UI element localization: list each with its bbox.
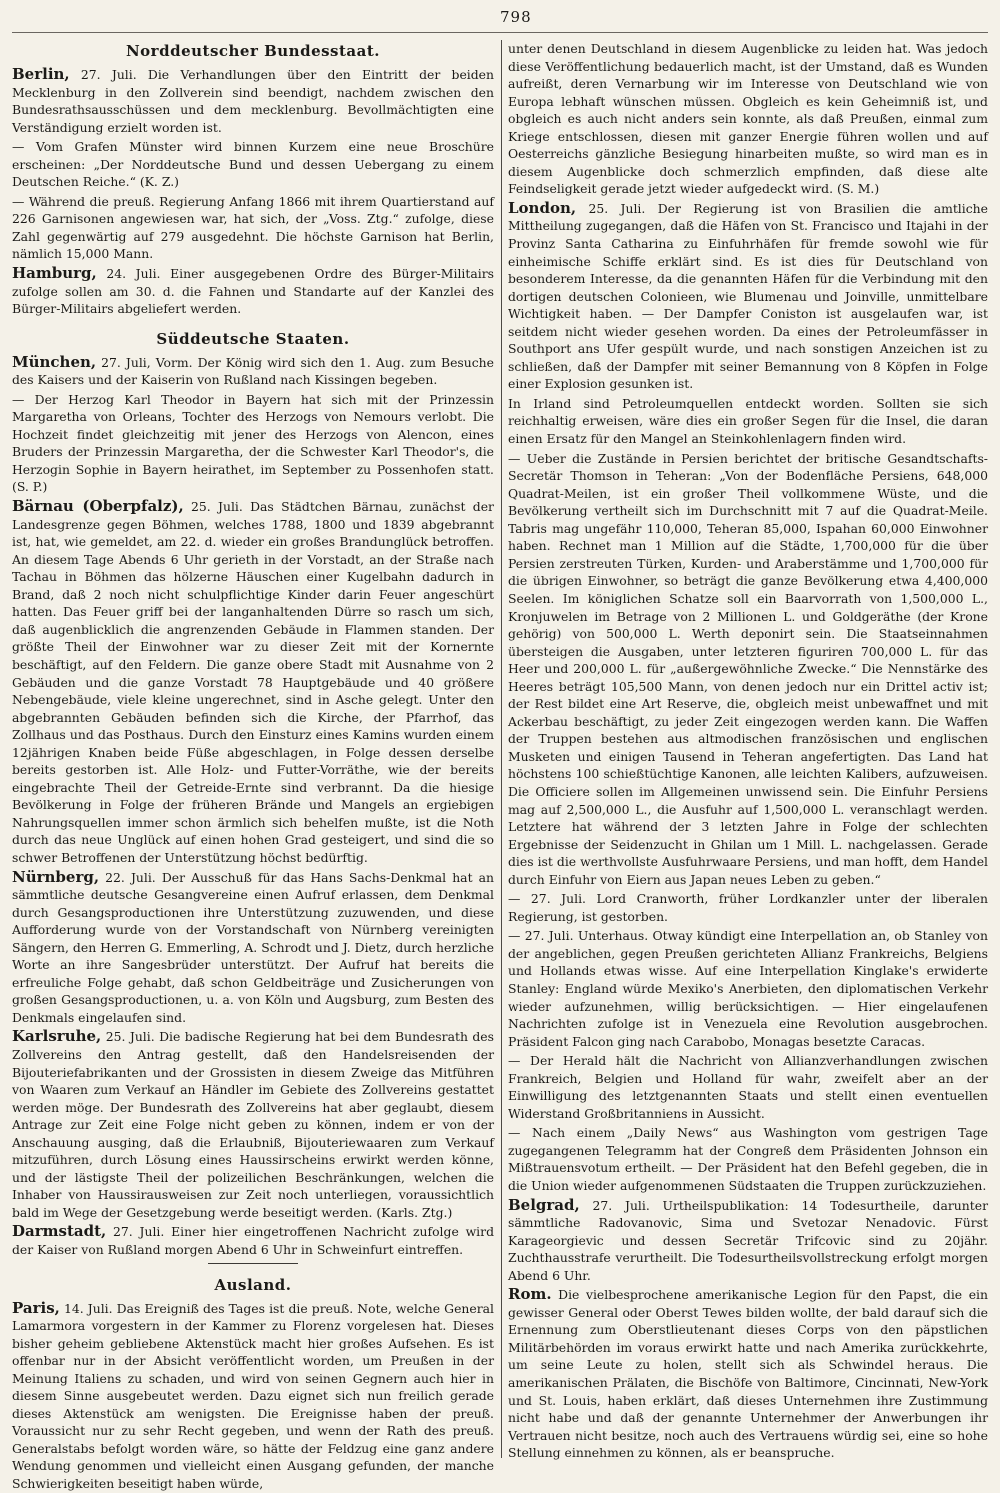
article-paragraph [508, 450, 988, 889]
article-paragraph [508, 1197, 988, 1285]
article-dateline: London, [508, 198, 577, 217]
article-dateline: Darmstadt, [12, 1222, 107, 1241]
article-paragraph [508, 1124, 988, 1194]
columns [12, 40, 988, 1492]
article-paragraph [508, 890, 988, 925]
article-paragraph [12, 498, 494, 866]
article-paragraph [12, 66, 494, 136]
page-number: 798 [500, 8, 532, 26]
article-text: — 27. Juli. Unterhaus. Otway kündigt eine Interpellation an, ob Stanley von der angeblichen, gegen Preußen gerichteten Allianz Frankreichs, Belgiens und Hollands etwas wisse. Auf eine Interpellation Kinglake's erwiderte Stanley: England würde Mexiko's Anerbieten, den diplomatischen Verkehr wieder aufzunehmen, willig berücksichtigen. — Hier eingelaufenen Nachrichten zufolge ist in Venezuela eine Revolution ausgebrochen. Präsident Falcon ging nach Carabobo, Monagas besetzte Caracas. [508, 928, 988, 1049]
article-paragraph [12, 391, 494, 496]
article-paragraph [508, 1286, 988, 1461]
article-dateline: Bärnau (Oberpfalz), [12, 497, 184, 516]
article-text: 27. Juli. Die Verhandlungen über den Eintritt der beiden Mecklenburg in den Zollverein sind beendigt, nachdem zwischen den Bundesrathsausschüssen und dem mecklenburg. Bevollmächtigten eine Verständigung erzielt worden ist. [12, 67, 494, 135]
article-text: 27. Juli, Vorm. Der König wird sich den 1. Aug. zum Besuche des Kaisers und der Kaiserin von Rußland nach Kissingen begeben. [12, 354, 494, 388]
article-paragraph [12, 354, 494, 389]
right-column [508, 40, 988, 1461]
article-text: — Ueber die Zustände in Persien berichtet der britische Gesandtschafts-Secretär Thomson in Teheran: „Von der Bodenfläche Persiens, 648,000 Quadrat-Meilen, ist ein großer Theil vollkommene Wüste, und die Bevölkerung vertheilt sich im Durchschnitt mit 7 auf die Quadrat-Meile. Tabris mag ungefähr 110,000, Teheran 85,000, Ispahan 60,000 Einwohner haben. Rechnet man 1 Million auf die Städte, 1,700,000 für die über Persien zerstreuten Türken, Kurden- und Araberstämme und 1,700,000 für die übrigen Einwohner, so beträgt die ganze Bevölkerung etwa 4,400,000 Seelen. Im königlichen Schatze soll ein Baarvorrath von 1,500,000 L., Kronjuwelen im Betrage von 2 Millionen L. und Goldgeräthe (der Krone gehörig) von 500,000 L. Werth deponirt sein. Die Staatseinnahmen übersteigen die Ausgaben, unter letzteren figuriren 700,000 L. für das Heer und 200,000 L. für „außergewöhnliche Zwecke.“ Die Nennstärke des Heeres beträgt 105,500 Mann, von denen jedoch nur ein Drittel activ ist; der Rest bildet eine Art Reserve, die, obgleich meist unbewaffnet und mit Ackerbau beschäftigt, zu jeder Zeit eingezogen werden kann. Die Waffen der Truppen bestehen aus altmodischen französischen und englischen Musketen und einigen Tausend in Teheran angefertigten. Das Land hat höchstens 100 schießtüchtige Kanonen, alle leichten Kalibers, aufzuweisen. Die Officiere sollen im Allgemeinen unwissend sein. Die Einfuhr Persiens mag auf 2,500,000 L., die Ausfuhr auf 1,500,000 L. veranschlagt werden. Letztere hat während der 3 letzten Jahre in Folge der schlechten Ergebnisse der Seidenzucht in Ghilan um 1 Mill. L. nachgelassen. Gerade dies ist die werthvollste Ausfuhrwaare Persiens, und man hofft, dem Handel durch Einfuhr von Eiern aus Japan neues Leben zu geben.“ [508, 450, 988, 887]
article-text: 22. Juli. Der Ausschuß für das Hans Sachs-Denkmal hat an sämmtliche deutsche Gesangvereine einen Aufruf erlassen, dem Denkmal durch Gesangsproductionen ihre Unterstützung zuzuwenden, und diese Aufforderung wurde von der Vorstandschaft von Nürnberg vereinigten Sängern, den Herren G. Emmerling, A. Schrodt und J. Dietz, durch herzliche Worte an ihre Sangesbrüder unterstützt. Der Aufruf hat bereits die erfreuliche Folge gehabt, daß schon Geldbeiträge und Zusicherungen von großen Gesangsproductionen, u. a. von Köln und Augsburg, zum Besten des Denkmals eingelaufen sind. [12, 869, 494, 1025]
left-column [12, 40, 494, 1492]
article-paragraph [12, 138, 494, 191]
article-dateline: Hamburg, [12, 264, 97, 283]
article-text: — 27. Juli. Lord Cranworth, früher Lordkanzler unter der liberalen Regierung, ist gestorben. [508, 891, 988, 924]
article-text: 24. Juli. Einer ausgegebenen Ordre des Bürger-Militairs zufolge sollen am 30. d. die Fahnen und Standarte auf der Kanzlei des Bürger-Militairs abgeliefert werden. [12, 266, 494, 317]
column-divider [501, 40, 502, 1458]
article-dateline: Karlsruhe, [12, 1027, 102, 1046]
article-paragraph [12, 1223, 494, 1258]
article-text: 27. Juli. Einer hier eingetroffenen Nachricht zufolge wird der Kaiser von Rußland morgen Abend 6 Uhr in Schweinfurt eintreffen. [12, 1224, 494, 1257]
article-paragraph [12, 265, 494, 318]
article-dateline: Nürnberg, [12, 867, 100, 886]
article-text: 14. Juli. Das Ereigniß des Tages ist die preuß. Note, welche General Lamarmora vorgestern in der Kammer zu Florenz vorgelesen hat. Dieses bisher geheim gebliebene Aktenstück macht hier großes Aufsehen. Es ist offenbar nur in der Absicht veröffentlicht worden, um Preußen in der Meinung Italiens zu schaden, und wird von seinen Gegnern auch hier in diesem Sinne ausgebeutet werden. Dazu eignet sich nun freilich gerade dieses Aktenstück am wenigsten. Die Ereignisse haben der preuß. Voraussicht nur zu sehr Recht gegeben, und wenn der Rath des preuß. Generalstabs befolgt worden wäre, so hätte der Feldzug eine ganz andere Wendung genommen und vielleicht einen Ausgang gefunden, der manche Schwierigkeiten beseitigt haben würde, [12, 1300, 494, 1492]
page-header [12, 8, 988, 33]
article-paragraph [508, 1052, 988, 1122]
section-heading: Norddeutscher Bundesstaat. [125, 42, 381, 60]
section-heading: Süddeutsche Staaten. [156, 329, 350, 348]
article-paragraph [12, 1028, 494, 1221]
article-dateline: Paris, [12, 1298, 60, 1317]
article-text: — Nach einem „Daily News“ aus Washington vom gestrigen Tage zugegangenen Telegramm hat der Congreß dem Präsidenten Johnson ein Mißtrauensvotum ertheilt. — Der Präsident hat den Befehl gegeben, die in die Union wieder aufgenommenen Südstaaten die Truppen zurückzuziehen. [508, 1125, 988, 1193]
section-rule [208, 1263, 298, 1264]
article-text: unter denen Deutschland in diesem Augenblicke zu leiden hat. Was jedoch diese Veröffentlichung bedauerlich macht, ist der Umstand, daß es Wunden aufreißt, deren Vernarbung wir im Interesse von Deutschland wie von Europa lebhaft wünschen müssen. Obgleich es kein Geheimniß ist, und obgleich es auch nicht anders sein konnte, als daß Preußen, einmal zum Kriege entschlossen, diesen mit ganzer Energie führen wollen und auf Oesterreichs gänzliche Besiegung hinarbeiten mußte, so wird man es in diesem Augenblicke doch schmerzlich empfinden, daß diese alte Feindseligkeit gerade jetzt wieder aufgedeckt wird. (S. M.) [508, 41, 988, 197]
article-text: In Irland sind Petroleumquellen entdeckt worden. Sollten sie sich reichhaltig erweisen, wäre dies ein großer Segen für die Insel, die daran einen Ersatz für den Mangel an Steinkohlenlagern finden wird. [508, 395, 988, 447]
article-text: 27. Juli. Urtheilspublikation: 14 Todesurtheile, darunter sämmtliche Radovanovic, Sima und Svetozar Nenadovic. Fürst Karageorgievic und dessen Secretär Trifcovic sind zu 20jähr. Zuchthausstrafe verurtheilt. Die Todesurtheilsvollstreckung erfolgt morgen Abend 6 Uhr. [508, 1197, 988, 1283]
article-dateline: Rom. [508, 1285, 552, 1304]
article-text: — Der Herzog Karl Theodor in Bayern hat sich mit der Prinzessin Margaretha von Orleans, Tochter des Herzogs von Nemours verlobt. Die Hochzeit findet gleichzeitig mit jener des Herzogs von Alencon, eines Bruders der Prinzessin Margaretha, der die Schwester Karl Theodor's, die Herzogin Sophie in Bayern heirathet, im September zu Possenhofen statt. (S. P.) [12, 391, 494, 495]
article-text: — Vom Grafen Münster wird binnen Kurzem eine neue Broschüre erscheinen: „Der Norddeutsche Bund und dessen Uebergang zu einem Deutschen Reiche.“ (K. Z.) [12, 139, 494, 190]
article-text: 25. Juli. Der Regierung ist von Brasilien die amtliche Mittheilung zugegangen, daß die Häfen von St. Francisco und Itajahi in der Provinz Santa Catharina zu Einfuhrhäfen für fremde sowohl wie für einheimische Schiffe erklärt sind. Es ist dies für Deutschland von besonderem Interesse, da die genannten Häfen für die Verbindung mit den dortigen deutschen Colonieen, wie Blumenau und Joinville, unmittelbare Wichtigkeit haben. — Der Dampfer Coniston ist ausgelaufen war, ist seitdem nicht wieder gesehen worden. Da eines der Petroleumfässer in Southport ans Ufer gespült wurde, und nach sonstigen Anzeichen ist zu schließen, daß der Dampfer mit seiner Bemannung von 8 Köpfen in Folge einer Explosion gesunken ist. [508, 200, 988, 392]
article-paragraph [508, 927, 988, 1050]
article-paragraph [12, 1300, 494, 1493]
article-text: — Der Herald hält die Nachricht von Allianzverhandlungen zwischen Frankreich, Belgien und Holland für wahr, zweifelt aber an der Einwilligung des letztgenannten Staats und stellt einen eventuellen Widerstand Großbritanniens in Aussicht. [508, 1053, 988, 1121]
article-dateline: Belgrad, [508, 1195, 580, 1214]
article-paragraph [508, 200, 988, 393]
article-text: 25. Juli. Das Städtchen Bärnau, zunächst der Landesgrenze gegen Böhmen, welches 1788, 1800 und 1839 abgebrannt ist, hat, wie gemeldet, am 22. d. wieder ein großes Brandunglück betroffen. An diesem Tage Abends 6 Uhr gerieth in der Vorstadt, an der Straße nach Tachau in Böhmen das hölzerne Häuschen einer Kugelbahn dadurch in Brand, daß 2 noch nicht schulpflichtige Kinder darin Feuer angeschürt hatten. Das Feuer griff bei der langanhaltenden Dürre so rasch um sich, daß augenblicklich die angrenzenden Gebäude in Flammen standen. Der größte Theil der Einwohner war zu dieser Zeit mit der Kornernte beschäftigt, auf den Feldern. Die ganze obere Stadt mit Ausnahme von 2 Gebäuden und die ganze Vorstadt 78 Hauptgebäude und 40 größere Nebengebäude, viele kleine ungerechnet, sind in Asche gelegt. Unter den abgebrannten Gebäuden befinden sich die Kirche, der Pfarrhof, das Zollhaus und das Posthaus. Durch den Einsturz eines Kamins wurden einem 12jährigen Knaben beide Füße abgeschlagen, in Folge dessen derselbe bereits gestorben ist. Alle Holz- und Futter-Vorräthe, wie der bereits eingebrachte Theil der Getreide-Ernte sind verbrannt. Da die hiesige Bevölkerung in Folge der früheren Brände und Mangels an ergiebigen Nahrungsquellen immer schon ärmlich sich behelfen mußte, ist die Noth durch das neue Unglück auf einen hohen Grad gesteigert, und sind die so schwer Betroffenen der Unterstützung höchst bedürftig. [12, 499, 494, 865]
article-paragraph [12, 869, 494, 1027]
article-paragraph [508, 395, 988, 448]
article-dateline: München, [12, 352, 97, 371]
article-text: Die vielbesprochene amerikanische Legion für den Papst, die ein gewisser General oder Oberst Tewes bilden wollte, der bald darauf sich die Ernennung zum Oberstlieutenant dieses Corps von den päpstlichen Militärbehörden im voraus erwirkt hatte und nach Amerika zurückkehrte, um seine Leute zu holen, stellt sich als Schwindel heraus. Die amerikanischen Prälaten, die Bischöfe von Baltimore, Cincinnati, New-York und St. Louis, haben erklärt, daß dieses Unternehmen ihre Zustimmung nicht habe und daß der genannte Unternehmer der Anwerbungen ihr Vertrauen nicht besitze, noch auch des Vertrauens würdig sei, eine so hohe Stellung einnehmen zu können, als er beanspruche. [508, 1287, 988, 1461]
section-heading: Ausland. [214, 1275, 292, 1294]
article-text: — Während die preuß. Regierung Anfang 1866 mit ihrem Quartierstand auf 226 Garnisonen angewiesen war, hat sich, der „Voss. Ztg.“ zufolge, diese Zahl gegenwärtig auf 279 ausgedehnt. Die höchste Garnison hat Berlin, nämlich 15,000 Mann. [12, 193, 494, 262]
article-text: 25. Juli. Die badische Regierung hat bei dem Bundesrath des Zollvereins den Antrag gestellt, daß den Handelsreisenden der Bijouteriefabrikanten und der Grossisten in diesem Zweige das Mitführen von Waaren zum Verkauf an Händler im Gebiete des Zollvereins gestattet werden möge. Der Bundesrath des Zollvereins hat aber geglaubt, diesem Antrage zur Zeit eine Folge nicht geben zu können, indem er von der Anschauung ausging, daß die Erlaubniß, Bijouteriewaaren zum Verkauf mitzuführen, durch Lösung eines Haussirscheins erwirkt werden könne, und der lästigste Theil der polizeilichen Beschränkungen, welchen die Inhaber von Haussirausweisen zur Zeit noch unterliegen, voraussichtlich bald im Wege der Gesetzgebung werde beseitigt werden. (Karls. Ztg.) [12, 1029, 494, 1220]
article-paragraph [12, 193, 494, 263]
article-paragraph [508, 40, 988, 198]
article-dateline: Berlin, [12, 65, 70, 83]
